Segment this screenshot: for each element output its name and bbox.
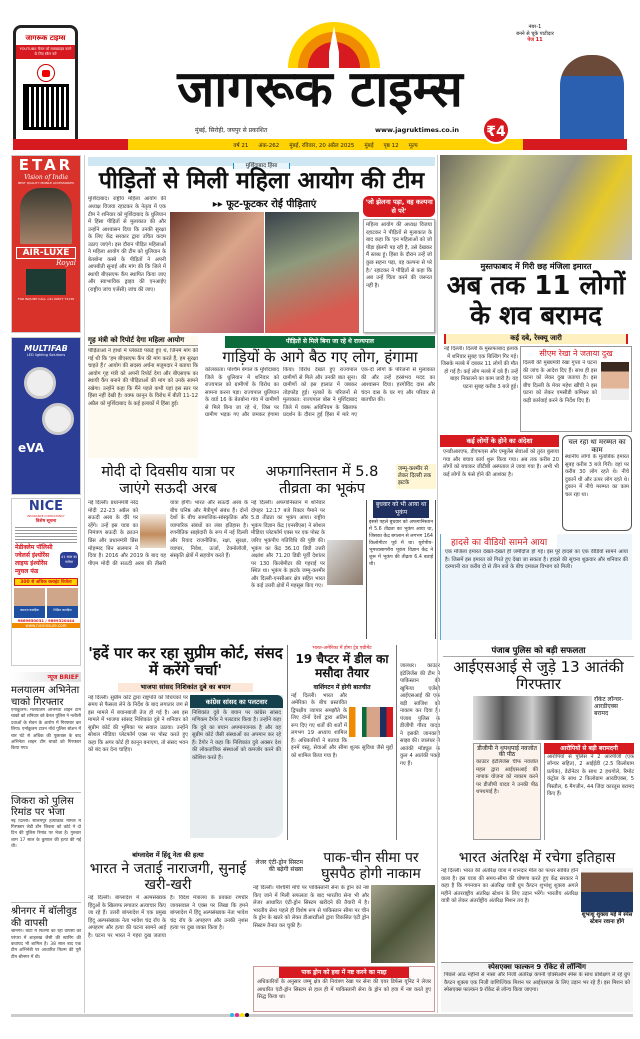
nice-web[interactable]: www.niceinsure.com (12, 623, 80, 628)
work-box (562, 435, 632, 531)
eva-logo: eVA (18, 441, 44, 455)
collapse-story (440, 155, 632, 640)
quote-title: 'जो झेलना पड़ा, वह कल्पना से परे' (363, 196, 435, 217)
etar-brand: ETAR (18, 156, 74, 174)
date-bar (13, 139, 627, 150)
afghan-headline[interactable]: अफगानिस्तान में 5.8 तीव्रता का भूकंप (265, 464, 379, 497)
trade-headline: 19 चैप्टर में डील का मसौदा तैयार (295, 652, 389, 680)
multifab-brand: MULTIFAB (24, 344, 68, 353)
victims-photo-1 (170, 212, 264, 333)
governor-kicker: पीड़ितों से मिले बिना जा रहे थे राज्यपाल (225, 336, 435, 348)
handshake-flags-photo (349, 707, 393, 737)
brief-title: जिकरा को पुलिस रिमांड पर भेजा (11, 795, 74, 819)
seized-title: आरोपियों से बड़ी बरामदगी (544, 743, 634, 754)
nice-item: लाइफ इंश्योरेंस (15, 560, 48, 568)
pakchina-headline[interactable]: पाक-चीन सीमा पर घुसपैठ होगी नाकाम (321, 850, 421, 883)
nice-person1: जसराज कावड़िया (14, 588, 45, 618)
collapse-photo (440, 155, 632, 260)
bangladesh-story (88, 850, 248, 1012)
cm-body: दिल्ली की मुख्यमंत्री रेखा गुप्ता ने घटना की जांच के आदेश दिए हैं। साथ ही इस घटना को लेकर दुख जताया है। इस बीच दिल्ली के मेयर महेश खींची ने इस घटना को लेकर एमसीडी कमिश्नर को कड़ी कार्रवाई करने के निर्देश दिए हैं। (523, 359, 597, 404)
work-body: स्थानीय लोगों के मुताबिक इमारत सुबह करीब 3 बजे गिरी। वहां पर करीब 30 लोग रहते थे। नीचे दुकानें थी और ऊपर लोग रहते थे। दुकान में नीचे मरम्मत का काम चल रहा था। (565, 454, 629, 498)
etar-product: AIR-LUXE (16, 247, 76, 259)
pakchina-story (253, 850, 435, 1012)
quote-body: महिला आयोग की अध्यक्ष विजया रहाटकर ने पीड़ितों से मुलाकात के बाद कहा कि 'इन महिलाओं को जो पीड़ा झेलनी पड़ रही है, उसे देखकर मैं स्तब्ध हूं। हिंसा के दौरान उन्हें जो कुछ सहना पड़ा, वह कल्पना से परे है।' रहाटकर ने पीड़ितों से कहा कि अब उन्हें चिंता करने की जरूरत नहीं है। (363, 219, 435, 333)
product-box-photo (26, 269, 66, 295)
footer-rule (11, 1014, 633, 1017)
youtube-qr-promo[interactable] (13, 25, 78, 150)
lead-headline[interactable]: पीड़ितों से मिली महिला आयोग की टीम (98, 168, 425, 194)
downlight-icon (42, 403, 74, 435)
meta-date: मुंबई, रविवार, 20 अप्रैल 2025 (289, 142, 355, 149)
modi-story (88, 464, 248, 639)
qr-brand: जागरूक टाइम्स (25, 34, 66, 42)
fear-body: एनडीआरएफ, डीएफएस और एम्बुलेंस सेवाओं को तुरंत बुलाया गया और बचाव कार्य शुरू किया गया। अब तक करीब 20 लोगों को बचाकर जीटीबी अस्पताल ले जाया गया है। अभी भी कई लोगों के फंसे होने की आशंका है। (443, 448, 559, 478)
meta-year: वर्ष 21 (233, 142, 249, 149)
bangladesh-kicker: बांग्लादेश में हिंदू नेता की हत्या (132, 851, 204, 859)
collapse-sub: कई दबे, रेस्क्यू जारी (444, 334, 628, 344)
nice-person2: निखिल कावड़िया (47, 588, 78, 618)
nice-banner: 300 से अधिक क्लाइंट विजेता (14, 578, 78, 586)
space-body: नई दिल्ली। भारत की अंतरिक्ष यात्रा में शानदार मील का पत्थर साबित होने वाला है। इस यात्रा की समय-सीमा की घोषणा करते हुए केंद्र सरकार ने कहा है कि गगनयान का अंतरिक्ष यात्री ग्रुप कैप्टन शुभांशु शुक्ला अगले महीने अंतरराष्ट्रीय अंतरिक्ष स्टेशन के लिए उड़ान भरेंगे। भारतीय अंतरिक्ष यात्री को लेकर अंतर्राष्ट्रीय अंतरिक्ष मिशन तय है। (441, 868, 578, 905)
lead-kicker-bar (88, 157, 435, 169)
cm-box (520, 346, 632, 432)
youtube-promo-text: YOUTUBE चैनल को सब्सक्राइब करने के लिए स्कैन करें (16, 45, 75, 59)
video-body: एक मंजिला इमारत देखते-देखते ही जमींदोज हो गई। इस पूरे हादसे का एक वीडियो सामने आया है। जिसमें इस इमारत को गिरते हुए देखा जा सकता है। हादसे की सूचना शुक्रवार और शनिवार की दरम्यानी रात करीब दो से तीन बजे के बीच दमकल विभाग को मिली। (445, 548, 628, 571)
lead-body: मुर्शिदाबाद। राष्ट्रीय महिला आयोग की अध्यक्ष विजया रहाटकर के नेतृत्व में एक टीम ने शनिवार को मुर्शिदाबाद के धुलियान में हिंसा पीड़ितों से मुलाकात की और उन्होंने आश्वासन दिया कि उनकी सुरक्षा के लिए केंद्र सरकार द्वारा उचित कदम उठाए जाएंगे। इस दौरान पीड़ित महिलाओं ने महिला आयोग की टीम को धुलियान के बेतबोना कस्बे के पीड़ितों ने अपनी आपबीती सुनाई और मांग की कि जिले में स्थायी बीएसएफ कैंप स्थापित किया जाए और स्वाभाविक ड्राइव की एनआईए (राष्ट्रीय जांच एजेंसी) जांच की जाए। (88, 196, 166, 293)
trade-body: नई दिल्ली। भारत और अमेरिका के बीच प्रस्तावित द्विपक्षीय व्यापार समझौते के लिए दोनों देशों द्वारा अंतिम रूप दिए गए शर्तों की शर्तों में लगभग 19 अध्याय शामिल हैं। अधिकारियों ने बताया कि इनमें वस्तु, सेवाओं और सीमा शुल्क सुविधा जैसे मुद्दों को शामिल किया गया है। (291, 692, 393, 759)
work-title: चल रहा था मरम्मत का काम (568, 437, 626, 455)
multifab-sub: LED lighting Solutions (26, 353, 66, 357)
punjab-body: जालंधर। काउंटर इंटेलिजेंस की टीम ने पाकिस्तान की खुफिया एजेंसी आईएसआई की एक बड़ी साजिश को नाकाम कर दिया है। पंजाब पुलिस के डीजीपी गौरव यादव ने इसकी जानकारी साझा की। जालंधर से आतंकी मॉड्यूल के कुल 4 आतंकी पकड़े गए हैं। (400, 663, 440, 767)
nice-phone[interactable]: 9869650031 / 9869320444 (17, 618, 75, 624)
etar-contact: FOR INQUIRY CALL +91 99677 74138 (17, 297, 75, 301)
brief-body: नई दिल्ली। सीलमपुर हत्याकांड मामले में गिरफ्तार लेडी डॉन जिकरा को कोर्ट ने दो दिन की पुलिस रिमांड पर भेजा है। गुरुवार शाम 17 साल के कुणाल की हत्या की गई थी। (11, 818, 81, 850)
teaser-line1: नंबर-1 (528, 24, 542, 30)
fear-title: कई लोगों के होने का अंदेशा (440, 435, 559, 447)
space-headline[interactable]: भारत अंतरिक्ष में रचेगा इतिहास (458, 850, 616, 866)
collapse-caption: मुस्तफाबाद में गिरी छह मंजिला इमारत (480, 262, 592, 271)
meta-pages: पृष्ठ 12 (383, 142, 399, 149)
meta-issue: अंक-262 (258, 142, 280, 149)
nice-years-badge: 41 साल का भरोसा (60, 552, 78, 568)
pakchina-box-title: पाक ड्रोन को हवा में नष्ट करने का माद्दा (279, 967, 409, 978)
brief-item[interactable] (11, 685, 81, 789)
punjab-headline[interactable]: आईएसआई से जुड़े 13 आतंकी गिरफ्तार (453, 658, 624, 694)
collapse-headline[interactable]: अब तक 11 लोगों के शव बरामद (446, 271, 626, 332)
meta-price-label: मूल्य (408, 142, 418, 149)
column-divider (84, 155, 85, 1013)
masthead-title: जागरूक टाइम्स (177, 60, 463, 118)
afghan-story (251, 464, 436, 639)
brief-body: एर्नाकुलम। मलयालम अभिनेता शाइन टॉम चाको को शनिवार को केरल पुलिस ने नशीली दवाओं के सेवन के आरोप में गिरफ्तार कर लिया। एर्नाकुलम टाउन नॉर्थ पुलिस स्टेशन में चार घंटे से अधिक की पूछताछ के बाद अभिनेता शाइन टॉम चाको को गिरफ्तार किया गया। (11, 708, 81, 752)
earthquake-photo (327, 540, 363, 585)
lead-story (88, 157, 435, 333)
model-photo (20, 188, 72, 244)
downlight-icon (24, 367, 56, 399)
lead-kicker: मुर्शिदाबाद हिंसा (233, 163, 291, 169)
governor-story (205, 336, 435, 458)
terrorists-photo (473, 696, 592, 740)
sc-congress-box (190, 695, 283, 838)
registration-marks-icon (230, 1013, 249, 1017)
youtube-icon (37, 64, 55, 82)
brief-label: न्यूज BRIEF (11, 672, 81, 682)
cm-rekha-photo (601, 362, 629, 400)
etar-ad[interactable] (11, 155, 81, 333)
nice-item: म्युचल फंड (15, 568, 39, 576)
home-minister-body: पीड़िताओं ने हाथों में प्लेकार्ड पकड़े हुए थे, जिनमें मांग की गई थी कि 'हम बीएसएफ कैंप की मांग करते हैं, हम सुरक्षा चाहते हैं।' आयोग की सदस्य अर्चना मजूमदार ने बताया कि आयोग गृह मंत्री को अपनी रिपोर्ट देगा और बीएसएफ का स्थायी कैंप बनाने की पीड़िताओं की मांग को उनके सामने रखेगा। उन्होंने कहा कि मैंने पहले कभी यहां इस स्तर पर हिंसा नहीं देखी है। वक्फ कानून के विरोध में बीती 11-12 अप्रैल को मुर्शिदाबाद के कई इलाकों में हिंसा हुई। (88, 348, 198, 407)
divider (11, 902, 81, 903)
space-box-body: पिछले आठ महीनों से नासा और निजी अंतरिक्ष कंपनी एक्सिओम स्पेस के साथ प्रशिक्षण ले रहे ग्रुप कैप्टन शुक्ला एक निजी वाणिज्यिक मिशन पर आईएसएस के लिए उड़ान भर रहे हैं। इस मिशन को स्पेसएक्स फाल्कन 9 रॉकेट से लॉन्च किया जाएगा। (444, 972, 630, 994)
sc-body: नई दिल्ली। सुप्रीम कोर्ट द्वारा राष्ट्रपति को विधेयकों पर समय से फैसला लेने के निर्देश के बाद लगातार जग से इस मामले में बयानबाजी तेज हो गई है। अब इस मामले में भाजपा सांसद निशिकांत दुबे ने शनिवार को सुप्रीम कोर्ट की भूमिका पर सवाल उठाया। उन्होंने सोशल मीडिया प्लेटफॉर्म एक्स पर पोस्ट करते हुए कहा कि अगर कोर्ट ही कानून बनाएगा, तो संसद भवन को बंद कर देना चाहिए। (88, 694, 188, 754)
dgp-body: काउंटर इंटेलिजेंस चीफ नवजोत महल द्वारा आईएसआई की नापाक योजना को नाकाम करने पर डीजीपी यादव ने उनकी पीठ थपथपाई है। (476, 759, 538, 796)
video-box (440, 534, 632, 640)
afghan-body-wrap (251, 500, 363, 639)
victims-photo-2 (265, 212, 359, 333)
sc-box-body: निशिकांत दुबे के बयान पर कांग्रेस सांसद मणिकम टैगोर ने पलटवार किया है। उन्होंने कहा कि दुबे का बयान अपमानजनक है और वह सुप्रीम कोर्ट जैसी संस्थाओं का अपमान कर रहे हैं। टैगोर ने कहा कि निशिकांत दुबे अक्सर देश की लोकतांत्रिक संस्थाओं को कमजोर करने की कोशिश करते हैं। (192, 709, 281, 761)
bangladesh-body: नई दिल्ली। बांग्लादेश में अल्पसंख्यक हिंदुओं के खिलाफ लगातार अत्याचार किए जा रहे हैं। उत्तरी बांग्लादेश में एक प्रमुख हिंदू अल्पसंख्यक नेता भावेश चंद्र रॉय के अपहरण और हत्या की घटना सामने आई है। घटना पर भारत ने गहरा दुख जताया है। विदेश मंत्रालय के प्रवक्ता रणधीर जायसवाल ने एक्स पर लिखा कि हमने बांग्लादेश में हिंदू अल्पसंख्यक नेता भावेश चंद्र रॉय के अपहरण और उनकी नृशंस हत्या पर दुख व्यक्त किया है। (88, 895, 248, 939)
trade-story[interactable] (287, 645, 397, 840)
sc-sub: भाजपा सांसद निशिकांत दुबे का बयान (118, 683, 253, 692)
price-badge: ₹4 (482, 116, 510, 144)
multifab-ad[interactable] (11, 337, 81, 495)
collapse-body: नई दिल्ली। दिल्ली के मुस्तफाबाद इलाके में शनिवार सुबह एक बिल्डिंग गिर गई। जिसके मलबे में दबकर 11 लोगों की मौत हो गई है। कई लोग मलबे में दबे हैं। उन्हें बाहर निकालने का काम जारी है। यह घटना सुबह करीब 3 बजे हुई। (440, 345, 518, 390)
masthead-tagline: मुंबई, सिरोही, जयपुर से प्रकाशित (195, 127, 268, 134)
dgp-title: डीजीपी ने थपथपाई नवजोत की पीठ (477, 744, 537, 759)
punjab-kicker: पंजाब पुलिस को बड़ी सफलता (443, 645, 634, 657)
seized-body: आरोपियों से पुलिस ने 2 आरपीजी (एक लॉन्चर सहित), 2 आईईडी (2.5 किलोग्राम प्रत्येक), डेटोनेटर के साथ 2 हथगोले, रिमोट कंट्रोल के साथ 2 किलोग्राम आरडीएक्स, 5 पिस्तौल, 6 मैगजीन, 44 जिंदा कारतूस बरामद किए हैं। (544, 754, 634, 841)
etar-sub: Vision of India (24, 174, 68, 181)
sc-box-title: कांग्रेस सांसद का पलटवार (190, 695, 283, 708)
nice-sub: INSURANCE CONSULTANCY (27, 514, 65, 518)
pakchina-box-body: अधिकारियों के अनुसार जम्मू क्षेत्र की नियंत्रण रेखा पर सेना की एयर डिफेंस यूनिट ने लेजर आधारित एंटी-ड्रोन सिस्टम से हाल ही में पाकिस्तानी सेना के ड्रोन को हवा में नष्ट करते हुए सिद्ध किया था। (257, 979, 431, 1001)
qr-code-icon (26, 87, 66, 127)
punjab-side: रॉकेट लॉन्चर-आरडीएक्स बरामद (594, 695, 624, 717)
teaser-page: पेज 11 (527, 37, 543, 43)
nice-notice: विशेष सूचना (35, 519, 57, 524)
afghan-box-title: बुधवार को भी आया था भूकंप (373, 500, 429, 518)
home-minister-title: गृह मंत्री को रिपोर्ट देगा महिला आयोग (88, 336, 198, 346)
punjab-story (400, 645, 634, 840)
shubhanshu-photo (581, 868, 633, 912)
video-title: हादसे का वीडियो सामने आया (441, 534, 557, 549)
space-caption: शुभांशु शुक्ला मई में स्पेस स्टेशन रवाना होंगे (581, 912, 633, 925)
meta-city: मुंबई (364, 142, 374, 149)
pakchina-body: नई दिल्ली। पश्चिमी मोर्चे पर पाकिस्तानी सेना के ड्रोन को नष्ट किए जाने में मिली सफलता के बाद भारतीय सेना भी और लेजर आधारित एंटी-ड्रोन सिस्टम खरीदने की तैयारी में है। भारतीय सेना पहले ही विशेष रूप से पाकिस्तान सीमा पर चीन के ड्रोन के खतरे को लेकर डीआरडीओ द्वारा विकसित एंटी ड्रोन सिस्टम तैनात कर चुकी है। (253, 885, 369, 929)
bangladesh-headline[interactable]: भारत ने जताई नाराजगी, सुनाई खरी-खरी (89, 861, 247, 894)
trade-body-wrap (288, 691, 396, 840)
dgp-box (473, 743, 541, 841)
teaser-box[interactable] (505, 24, 565, 44)
brief-item[interactable] (11, 906, 81, 1010)
space-box-title: स्पेसएक्स फाल्कन 9 रॉकेट से लॉन्चिंग (488, 963, 586, 971)
website-link[interactable]: www.jagruktimes.co.in (375, 126, 459, 134)
news-brief (11, 672, 81, 1010)
trade-sub: वाशिंगटन में होगी बातचीत (313, 683, 371, 691)
cricketer-photo (560, 55, 624, 139)
afghan-side-note: जम्मू-कश्मीर से लेकर दिल्ली तक झटके (396, 464, 436, 489)
modi-body: नई दिल्ली। प्रधानमंत्री नरेंद्र मोदी 22-23 अप्रैल को सऊदी अरब के दौरे पर रहेंगे। उन्हें इस यात्रा का निमंत्रण सऊदी के क्राउन प्रिंस और प्रधानमंत्री प्रिंस मोहम्मद बिन सलमान ने दिया है। 2016 और 2019 के बाद यह पीएम मोदी की सऊदी अरब की तीसरी यात्रा होगी। भारत और सऊदी अरब के बीच घनिष्ठ और मैत्रीपूर्ण संबंध हैं। दोनों देशों के बीच सामाजिक-सांस्कृतिक और व्यापारिक संबंधों का लंबा इतिहास है। रणनीतिक साझेदारी के रूप में नई दिल्ली और रियाद राजनीतिक, रक्षा, सुरक्षा, व्यापार, निवेश, ऊर्जा, टेक्नोलॉजी, संस्कृति क्षेत्रों में सहयोग करते हैं। (88, 500, 248, 567)
modi-headline[interactable]: मोदी दो दिवसीय यात्रा पर जाएंगे सऊदी अरब (101, 464, 235, 497)
etar-desc: BEST QUALITY MOBILE ACCESSORIES (18, 181, 74, 185)
modi-photo (140, 514, 166, 548)
governor-body: कोलकाता। पश्चिम बंगाल के मुर्शिदाबाद जिले के धुलियान में शनिवार को राज्यपाल को ग्रामीणों के विरोध का सामना करना पड़ा। राज्यपाल धुलियान के वार्ड 16 के बेतबोना गांव में ग्रामीणों से मिले बिना जा रहे थे, जिस पर ग्रामीण भड़क गए और जमकर हंगामा किया। विरोध देखते हुए राज्यपाल ग्रामीणों से मिले और उनकी बात सुना। ग्रामीणों को इस हालात में जबकर तोड़फोड़ हुई। मृतकों के परिजनों से मुलाकात: राज्यपाल बोस ने मुर्शिदाबाद जिले में वक्फ अधिनियम के खिलाफ प्रदर्शन के दौरान हुई हिंसा में मारे गए एक-दो लोगों के परिजनों से मुलाकात की और उन्हें हरसंभव मदद का आश्वासन दिया। हरगोविंद दास और चंदन दास के घर गए और परिवार से बातचीत की। (205, 367, 435, 419)
modi-body-wrap (88, 500, 248, 639)
notice-text-lines (15, 525, 77, 543)
column-divider (437, 155, 438, 1013)
cm-title: सीएम रेखा ने जताया दुख (539, 348, 613, 358)
afghan-box-body: इससे पहले बुधवार को अफगानिस्तान में 5.6 तीव्रता का भूकंप आया था, जिसका केंद्र बगलान से लगभग 164 किलोमीटर पूर्व में था। यूरोपीय-भूमध्यसागरीय भूकंप विज्ञान केंद्र ने शुरू में भूकंप की तीव्रता 6.4 बताई थी। (369, 519, 433, 567)
pakchina-side: लेजर एंटी-ड्रोन सिस्टम की बढ़ेगी संख्या (255, 858, 303, 874)
nice-item: ज्वेलर्स इंश्योरेंस (15, 552, 50, 560)
brief-title: मलयालम अभिनेता चाको गिरफ्तार (11, 685, 80, 708)
shubhanshu-figure (581, 868, 633, 926)
governor-headline[interactable]: गाड़ियों के आगे बैठ गए लोग, हंगामा (222, 348, 418, 366)
space-box (441, 962, 633, 1012)
brief-body: श्रीनगर। घाटी में फिल्मों का रही वापसी की परंपरा में शाहरुख जैसी की स्टारिंग की कवायद भी शामिल है। 38 साल बाद एक टीम अभिनेत्री पर आधारित फिल्म की पूरी टीम श्रीनगर में थी। (11, 929, 81, 960)
sc-story (88, 645, 283, 838)
pakchina-box (253, 966, 435, 1012)
lead-subhead-text: फूट-फूटकर रोईं पीड़िताएं (226, 199, 317, 211)
afghan-body: नई दिल्ली। अफगानिस्तान में शनिवार दोपहर 12:17 बजे रिक्टर पैमाने पर 5.8 तीव्रता का भूकंप आया। राष्ट्रीय भूकंप विज्ञान केंद्र (एनसीएस) ने सोशल मीडिया प्लेटफॉर्म एक्स पर एक पोस्ट के जरिए भूकंपीय गतिविधि की पुष्टि की। भूकंप का केंद्र 36.10 डिग्री उत्तरी अक्षांश और 71.20 डिग्री पूर्वी देशांतर पर 130 किलोमीटर की गहराई पर स्थित था। भूकंप के झटके जम्मू-कश्मीर और दिल्ली-एनसीआर क्षेत्र सहित भारत के कई उत्तरी क्षेत्रों में महसूस किए गए। (251, 500, 325, 590)
trade-kicker: भारत-अमेरिका में होगा ट्रेड एग्रीमेंट (312, 646, 372, 651)
lead-subhead: ▸▸ फूट-फूटकर रोईं पीड़िताएं (212, 199, 317, 211)
space-body-wrap (441, 868, 633, 962)
nice-brand: NICE (28, 499, 64, 514)
afghan-box (366, 500, 436, 639)
brief-item[interactable] (11, 796, 81, 900)
space-story (441, 850, 633, 1012)
brief-title: श्रीनगर में बॉलीवुड की वापसी (11, 906, 77, 929)
nice-item: मेडीक्लेम पॉलिसी (15, 544, 53, 551)
etar-variant: Royal (56, 259, 76, 267)
divider (11, 792, 81, 793)
sc-headline[interactable]: 'हदें पार कर रहा सुप्रीम कोर्ट, संसद में करेंगे चर्चा' (88, 644, 283, 680)
teaser-line2: बनने से चूके पाटीदार (516, 30, 554, 37)
nice-insurance-ad[interactable] (11, 498, 81, 666)
soldiers-photo (371, 885, 435, 963)
home-minister-story[interactable] (88, 336, 198, 458)
